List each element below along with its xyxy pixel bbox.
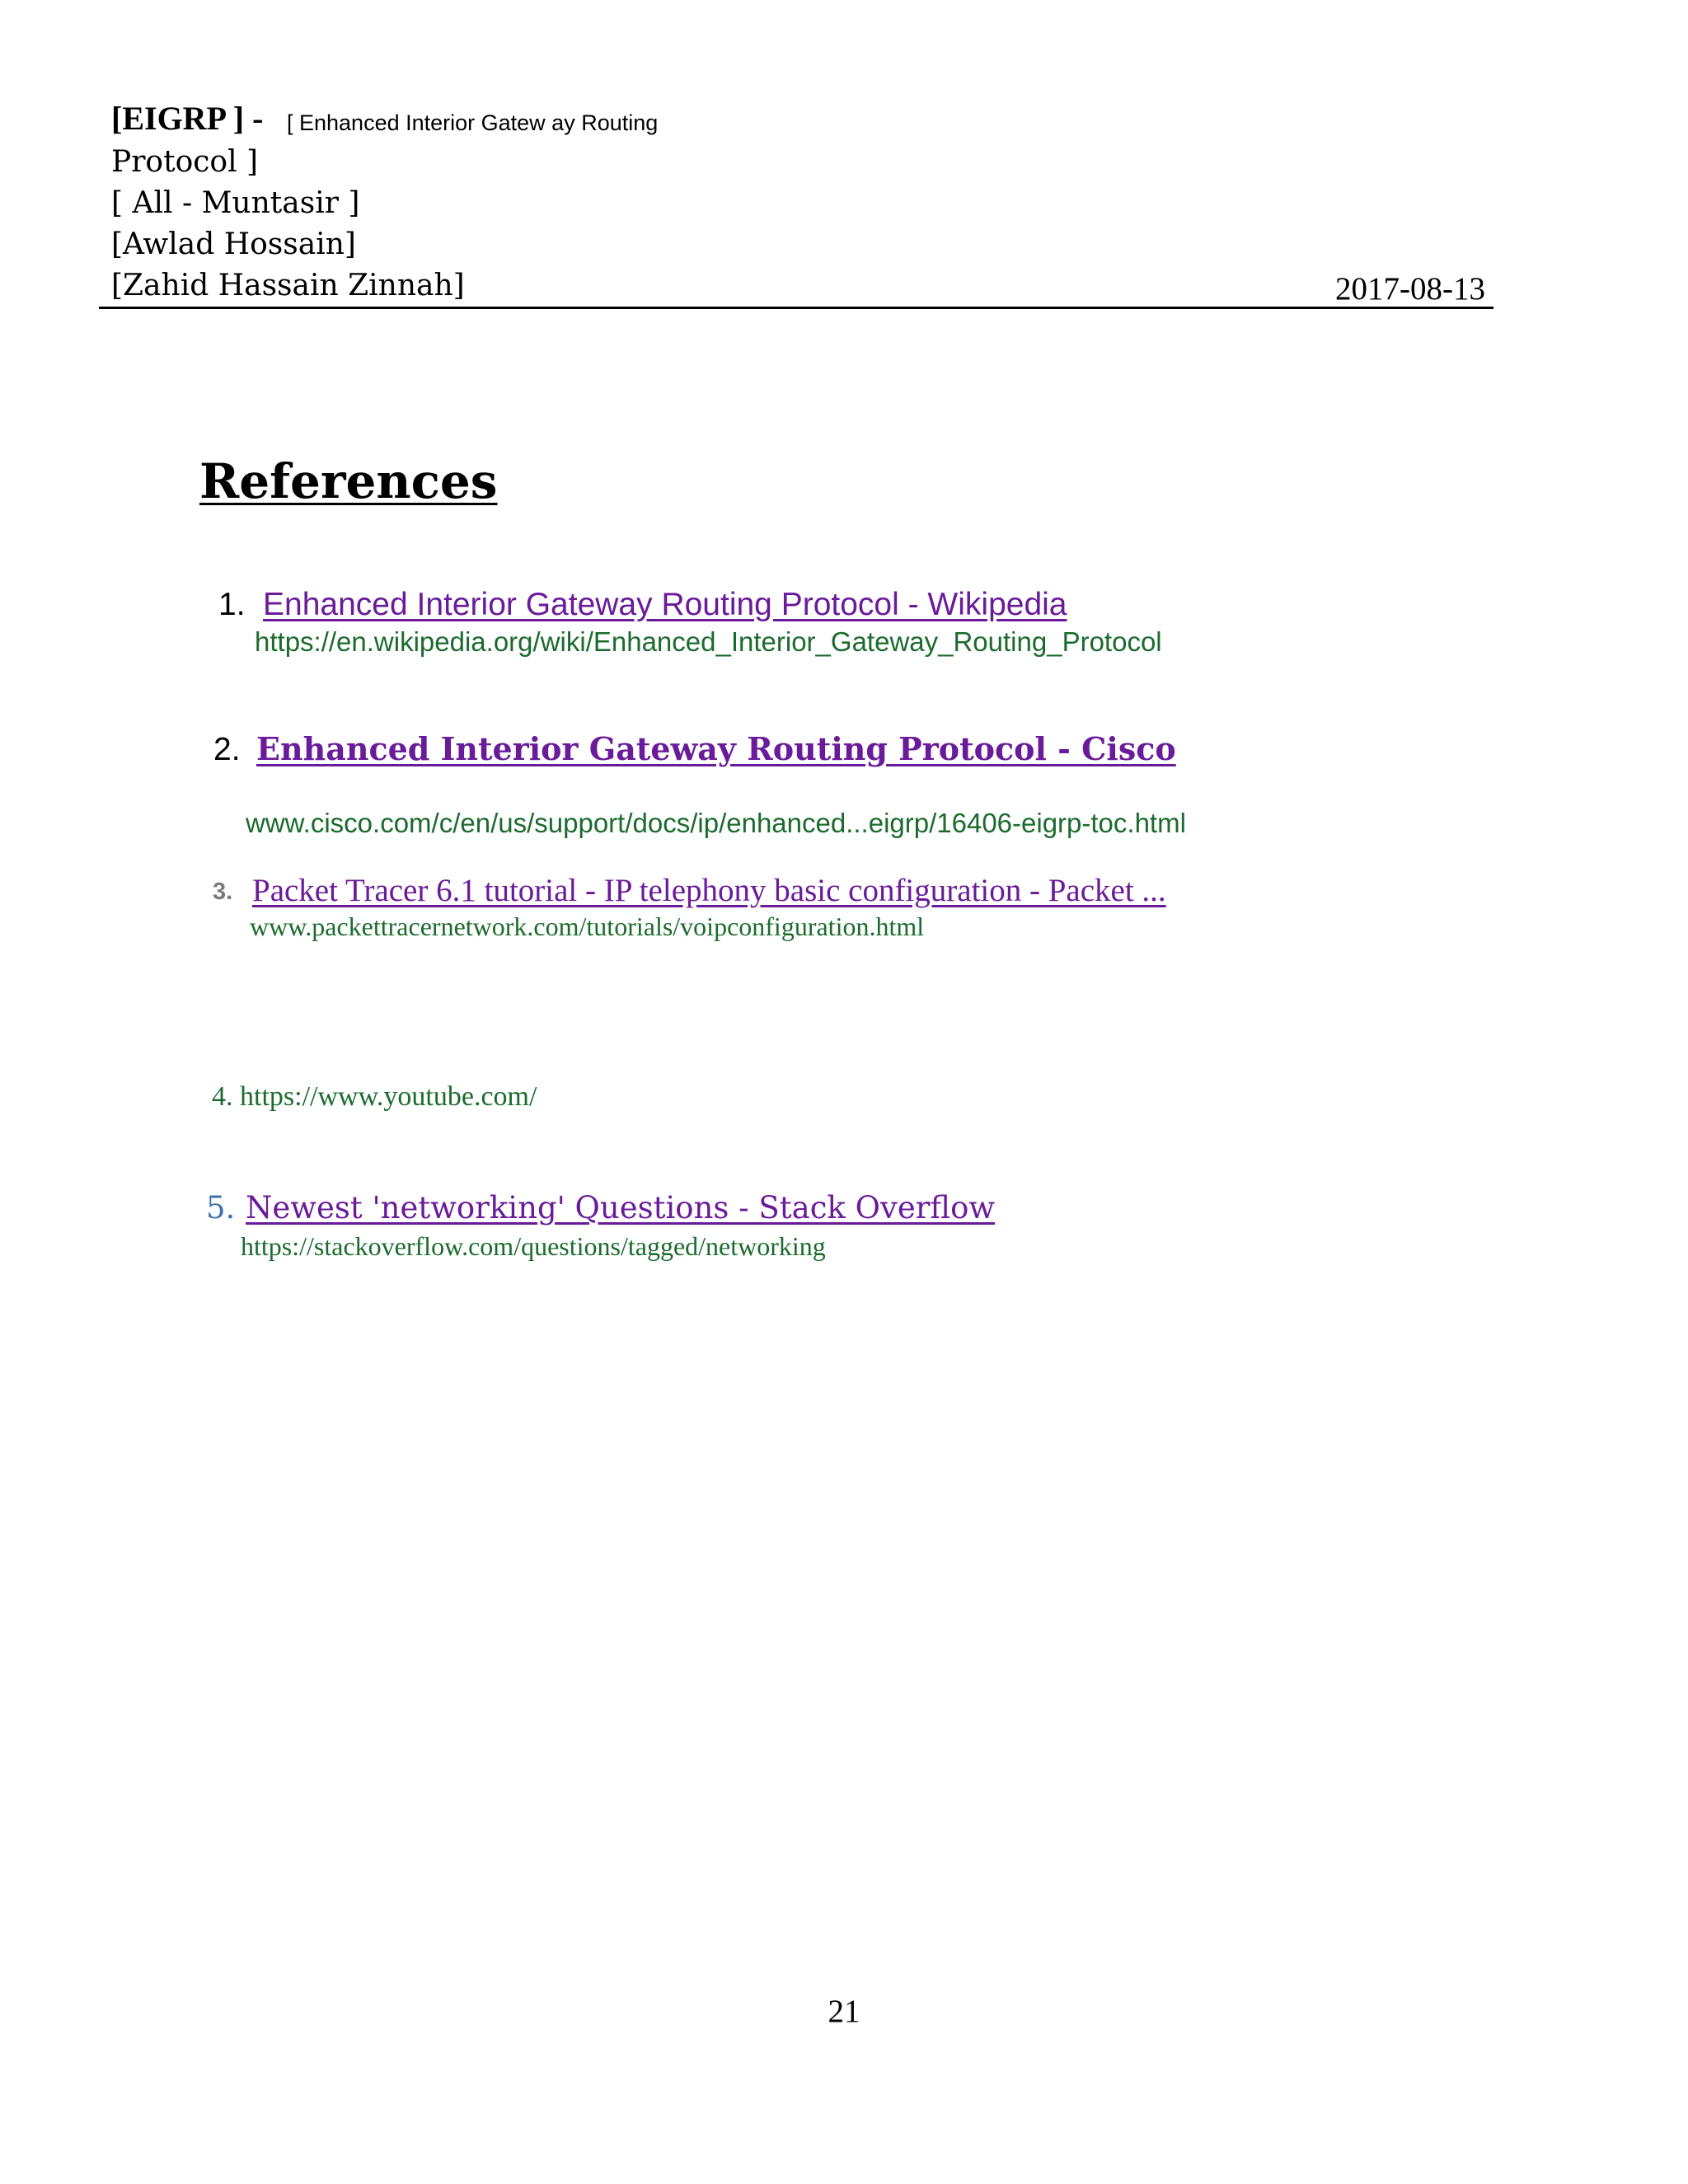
- reference-1-number: 1.: [218, 587, 246, 622]
- header-divider: [99, 307, 1493, 309]
- reference-5-title-link[interactable]: Newest 'networking' Questions - Stack Overflow: [246, 1190, 996, 1226]
- reference-4-line: [212, 1081, 537, 1113]
- references-heading: References: [199, 453, 498, 509]
- page-number: 21: [828, 1994, 860, 2029]
- protocol-line: Protocol ]: [111, 145, 259, 179]
- author-1: [ All - Muntasir ]: [111, 186, 360, 220]
- reference-3-title-link[interactable]: Packet Tracer 6.1 tutorial - IP telephony basic configuration - Packet ...: [252, 873, 1166, 908]
- reference-2-url: www.cisco.com/c/en/us/support/docs/ip/enhanced...eigrp/16406-eigrp-toc.html: [246, 808, 1186, 838]
- author-3: [Zahid Hassain Zinnah]: [111, 269, 465, 302]
- reference-1-url: https://en.wikipedia.org/wiki/Enhanced_Interior_Gateway_Routing_Protocol: [255, 626, 1162, 657]
- author-2: [Awlad Hossain]: [111, 227, 356, 261]
- reference-1-title-link[interactable]: Enhanced Interior Gateway Routing Protocol - Wikipedia: [263, 587, 1067, 622]
- reference-3-number: 3.: [213, 879, 233, 905]
- reference-2-title-link[interactable]: Enhanced Interior Gateway Routing Protocol - Cisco: [256, 730, 1176, 767]
- reference-5-number: 5.: [206, 1190, 236, 1226]
- document-code: [EIGRP ] -: [111, 100, 264, 137]
- reference-4-url: https://www.youtube.com/: [240, 1081, 537, 1112]
- reference-5-url: https://stackoverflow.com/questions/tagged/networking: [241, 1231, 826, 1261]
- reference-3-url: www.packettracernetwork.com/tutorials/voipconfiguration.html: [250, 912, 925, 941]
- document-subtitle: [ Enhanced Interior Gatew ay Routing: [287, 110, 659, 135]
- document-date: 2017-08-13: [1335, 271, 1485, 307]
- reference-2-number: 2.: [213, 732, 241, 767]
- reference-4-number: 4.: [212, 1081, 233, 1112]
